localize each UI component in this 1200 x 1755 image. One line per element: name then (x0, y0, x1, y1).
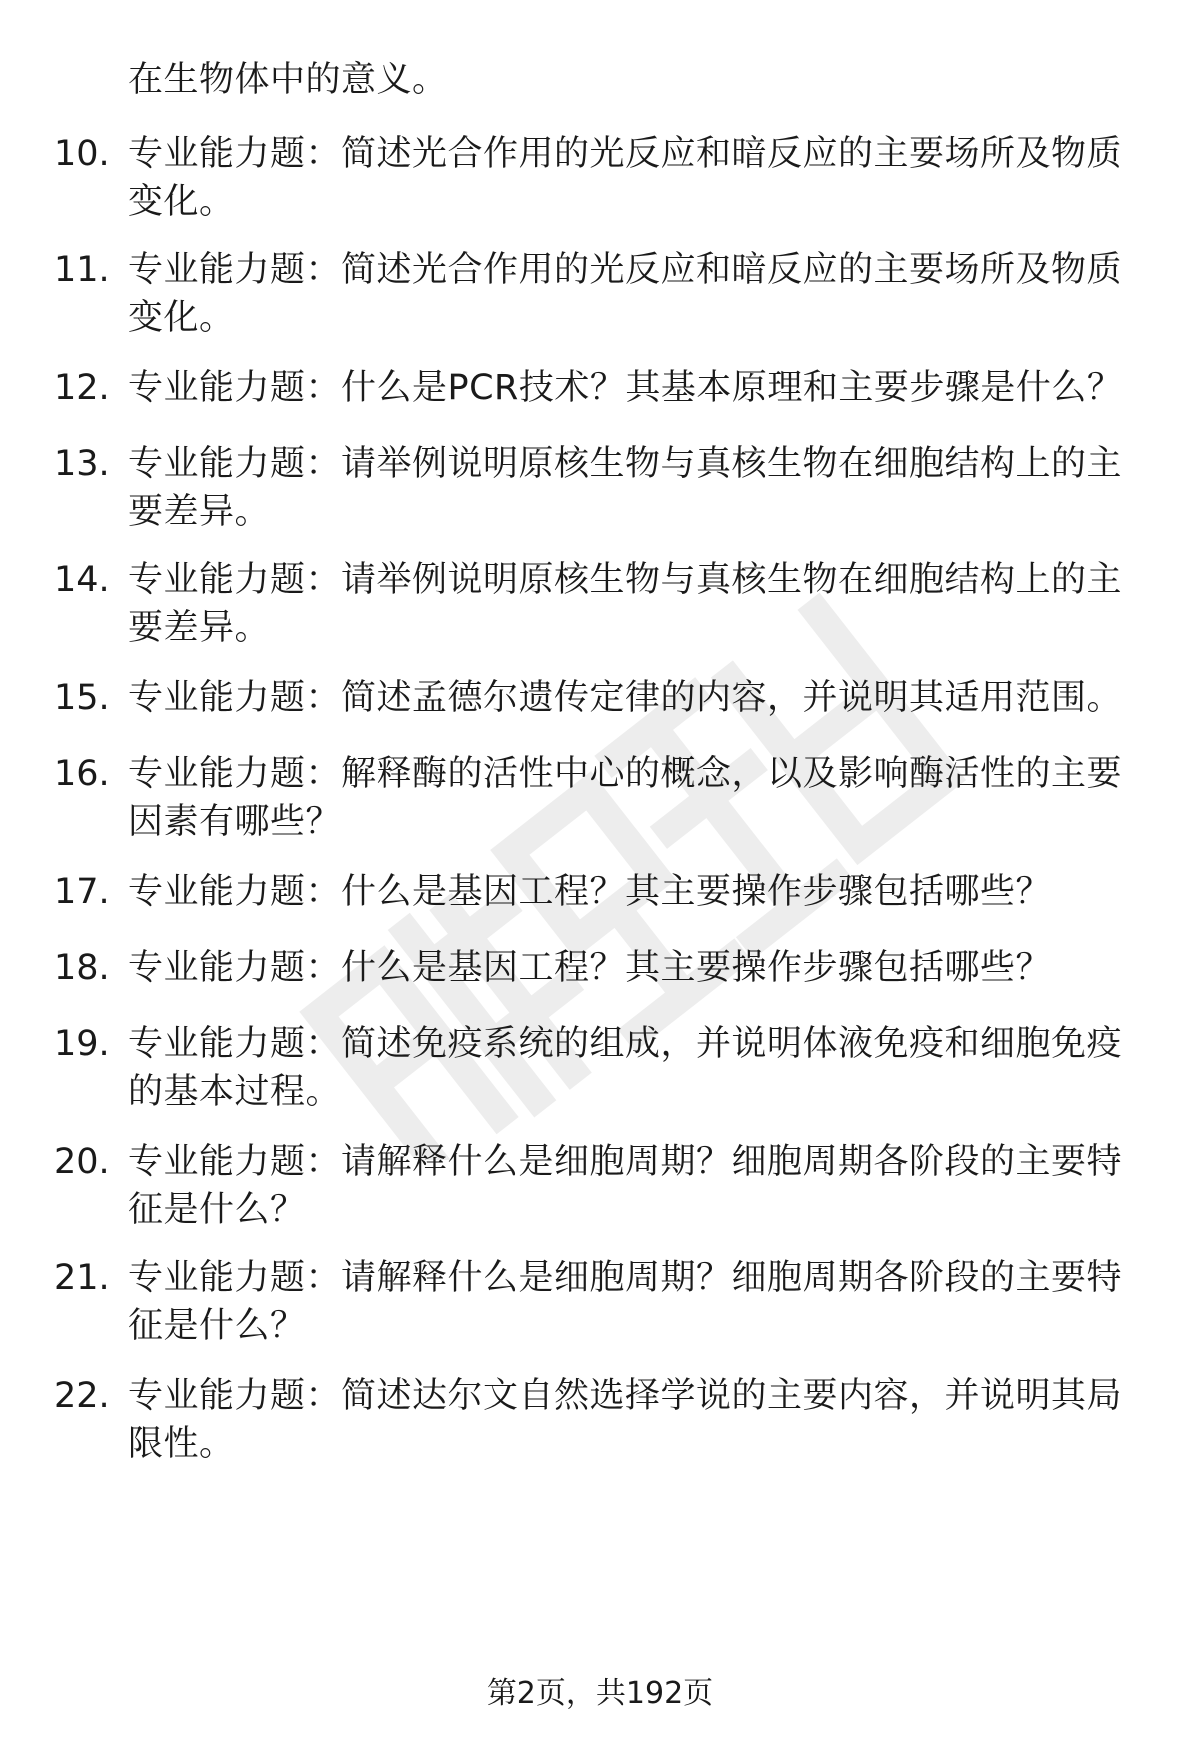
question-text: 专业能力题：简述免疫系统的组成，并说明体液免疫和细胞免疫 (128, 1024, 1123, 1064)
watermark (250, 560, 1010, 1160)
question-text: 专业能力题：简述孟德尔遗传定律的内容，并说明其适用范围。 (128, 678, 1123, 718)
question-number: 14. (54, 560, 110, 600)
question-text-cont: 因素有哪些？ (128, 802, 342, 842)
question-number: 12. (54, 368, 110, 408)
question-text-cont: 变化。 (128, 298, 235, 338)
question-text: 专业能力题：简述光合作用的光反应和暗反应的主要场所及物质 (128, 134, 1123, 174)
question-number: 11. (54, 250, 110, 290)
question-text-cont: 的基本过程。 (128, 1072, 342, 1112)
question-text-cont: 要差异。 (128, 608, 271, 648)
continuation-text: 在生物体中的意义。 (128, 60, 448, 100)
question-text-cont: 征是什么？ (128, 1190, 306, 1230)
question-text: 专业能力题：请举例说明原核生物与真核生物在细胞结构上的主 (128, 560, 1123, 600)
question-number: 10. (54, 134, 110, 174)
question-number: 17. (54, 872, 110, 912)
question-number: 21. (54, 1258, 110, 1298)
question-number: 16. (54, 754, 110, 794)
question-number: 22. (54, 1376, 110, 1416)
question-number: 20. (54, 1142, 110, 1182)
question-text: 专业能力题：什么是基因工程？其主要操作步骤包括哪些？ (128, 872, 1052, 912)
question-text-cont: 要差异。 (128, 492, 271, 532)
question-text-cont: 变化。 (128, 182, 235, 222)
question-text: 专业能力题：解释酶的活性中心的概念，以及影响酶活性的主要 (128, 754, 1123, 794)
question-text-cont: 征是什么？ (128, 1306, 306, 1346)
question-text: 专业能力题：请解释什么是细胞周期？细胞周期各阶段的主要特 (128, 1258, 1123, 1298)
question-text: 专业能力题：什么是基因工程？其主要操作步骤包括哪些？ (128, 948, 1052, 988)
question-number: 18. (54, 948, 110, 988)
question-text: 专业能力题：请解释什么是细胞周期？细胞周期各阶段的主要特 (128, 1142, 1123, 1182)
question-text: 专业能力题：简述光合作用的光反应和暗反应的主要场所及物质 (128, 250, 1123, 290)
question-text: 专业能力题：什么是PCR技术？其基本原理和主要步骤是什么？ (128, 368, 1123, 408)
question-number: 13. (54, 444, 110, 484)
question-text: 专业能力题：简述达尔文自然选择学说的主要内容，并说明其局 (128, 1376, 1123, 1416)
question-number: 15. (54, 678, 110, 718)
question-text-cont: 限性。 (128, 1424, 235, 1464)
question-text: 专业能力题：请举例说明原核生物与真核生物在细胞结构上的主 (128, 444, 1123, 484)
page-number-footer: 第2页，共192页 (486, 1676, 714, 1711)
question-number: 19. (54, 1024, 110, 1064)
